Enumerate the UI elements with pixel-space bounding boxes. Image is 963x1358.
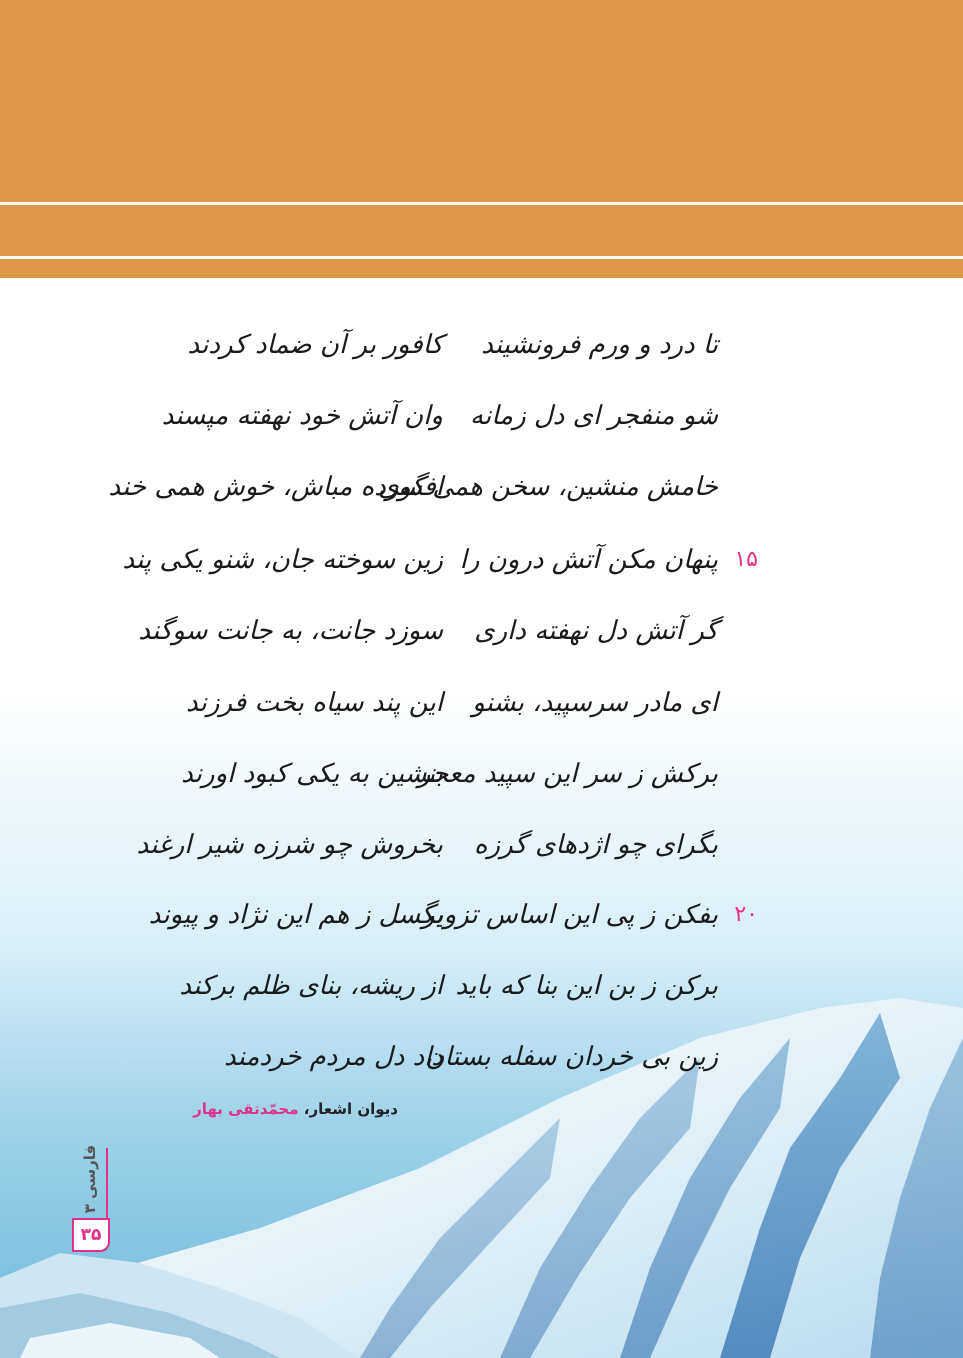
book-title-label <box>70 1144 110 1214</box>
verse-first-hemistich: بفکن ز پی این اساس تزویر <box>422 900 718 930</box>
verse-second-hemistich: بنشین به یکی کبود اورند <box>181 759 443 789</box>
verse-first-hemistich: برکش ز سر این سپید معجر <box>417 759 718 789</box>
book-title: فارسی ۳ <box>81 1144 99 1214</box>
verse-second-hemistich: کافور بر آن ضماد کردند <box>187 330 443 360</box>
verse-first-hemistich: پنهان مکن آتش درون را <box>459 545 718 575</box>
verse-first-hemistich: برکن ز بن این بنا که باید <box>455 971 718 1001</box>
verse-first-hemistich: ای مادر سرسپید، بشنو <box>472 688 718 718</box>
verse-first-hemistich: گر آتش دل نهفته داری <box>474 616 718 646</box>
line-number: ۲۰ <box>734 902 758 927</box>
attribution <box>193 1100 398 1118</box>
verse-first-hemistich: خامش منشین، سخن همی گوی <box>377 472 718 502</box>
verse-second-hemistich: بخروش چو شرزه شیر ارغند <box>136 830 443 860</box>
verse-first-hemistich: شو منفجر ای دل زمانه <box>470 401 718 431</box>
verse-second-hemistich: وان آتش خود نهفته مپسند <box>161 401 443 431</box>
verse-second-hemistich: بگسل ز هم این نژاد و پیوند <box>148 900 443 930</box>
line-number: ۱۵ <box>734 547 758 572</box>
verse-first-hemistich: بگرای چو اژدهای گرزه <box>473 830 718 860</box>
verse-second-hemistich: افسرده مباش، خوش همی خند <box>108 472 443 502</box>
verse-second-hemistich: از ریشه، بنای ظلم برکند <box>179 971 443 1001</box>
verse-second-hemistich: این پند سیاه بخت فرزند <box>186 688 443 718</box>
poet-name: محمّدتقی بهار <box>193 1100 299 1118</box>
verse-first-hemistich: زین بی خردان سفله بستان <box>425 1042 718 1072</box>
verse-first-hemistich: تا درد و ورم فرونشیند <box>481 330 718 360</box>
source-title: دیوان اشعار، <box>303 1100 398 1118</box>
verse-second-hemistich: داد دل مردم خردمند <box>223 1042 443 1072</box>
verse-second-hemistich: سوزد جانت، به جانت سوگند <box>138 616 443 646</box>
page-number: ۳۵ <box>72 1218 110 1252</box>
verse-second-hemistich: زین سوخته جان، شنو یکی پند <box>122 545 443 575</box>
